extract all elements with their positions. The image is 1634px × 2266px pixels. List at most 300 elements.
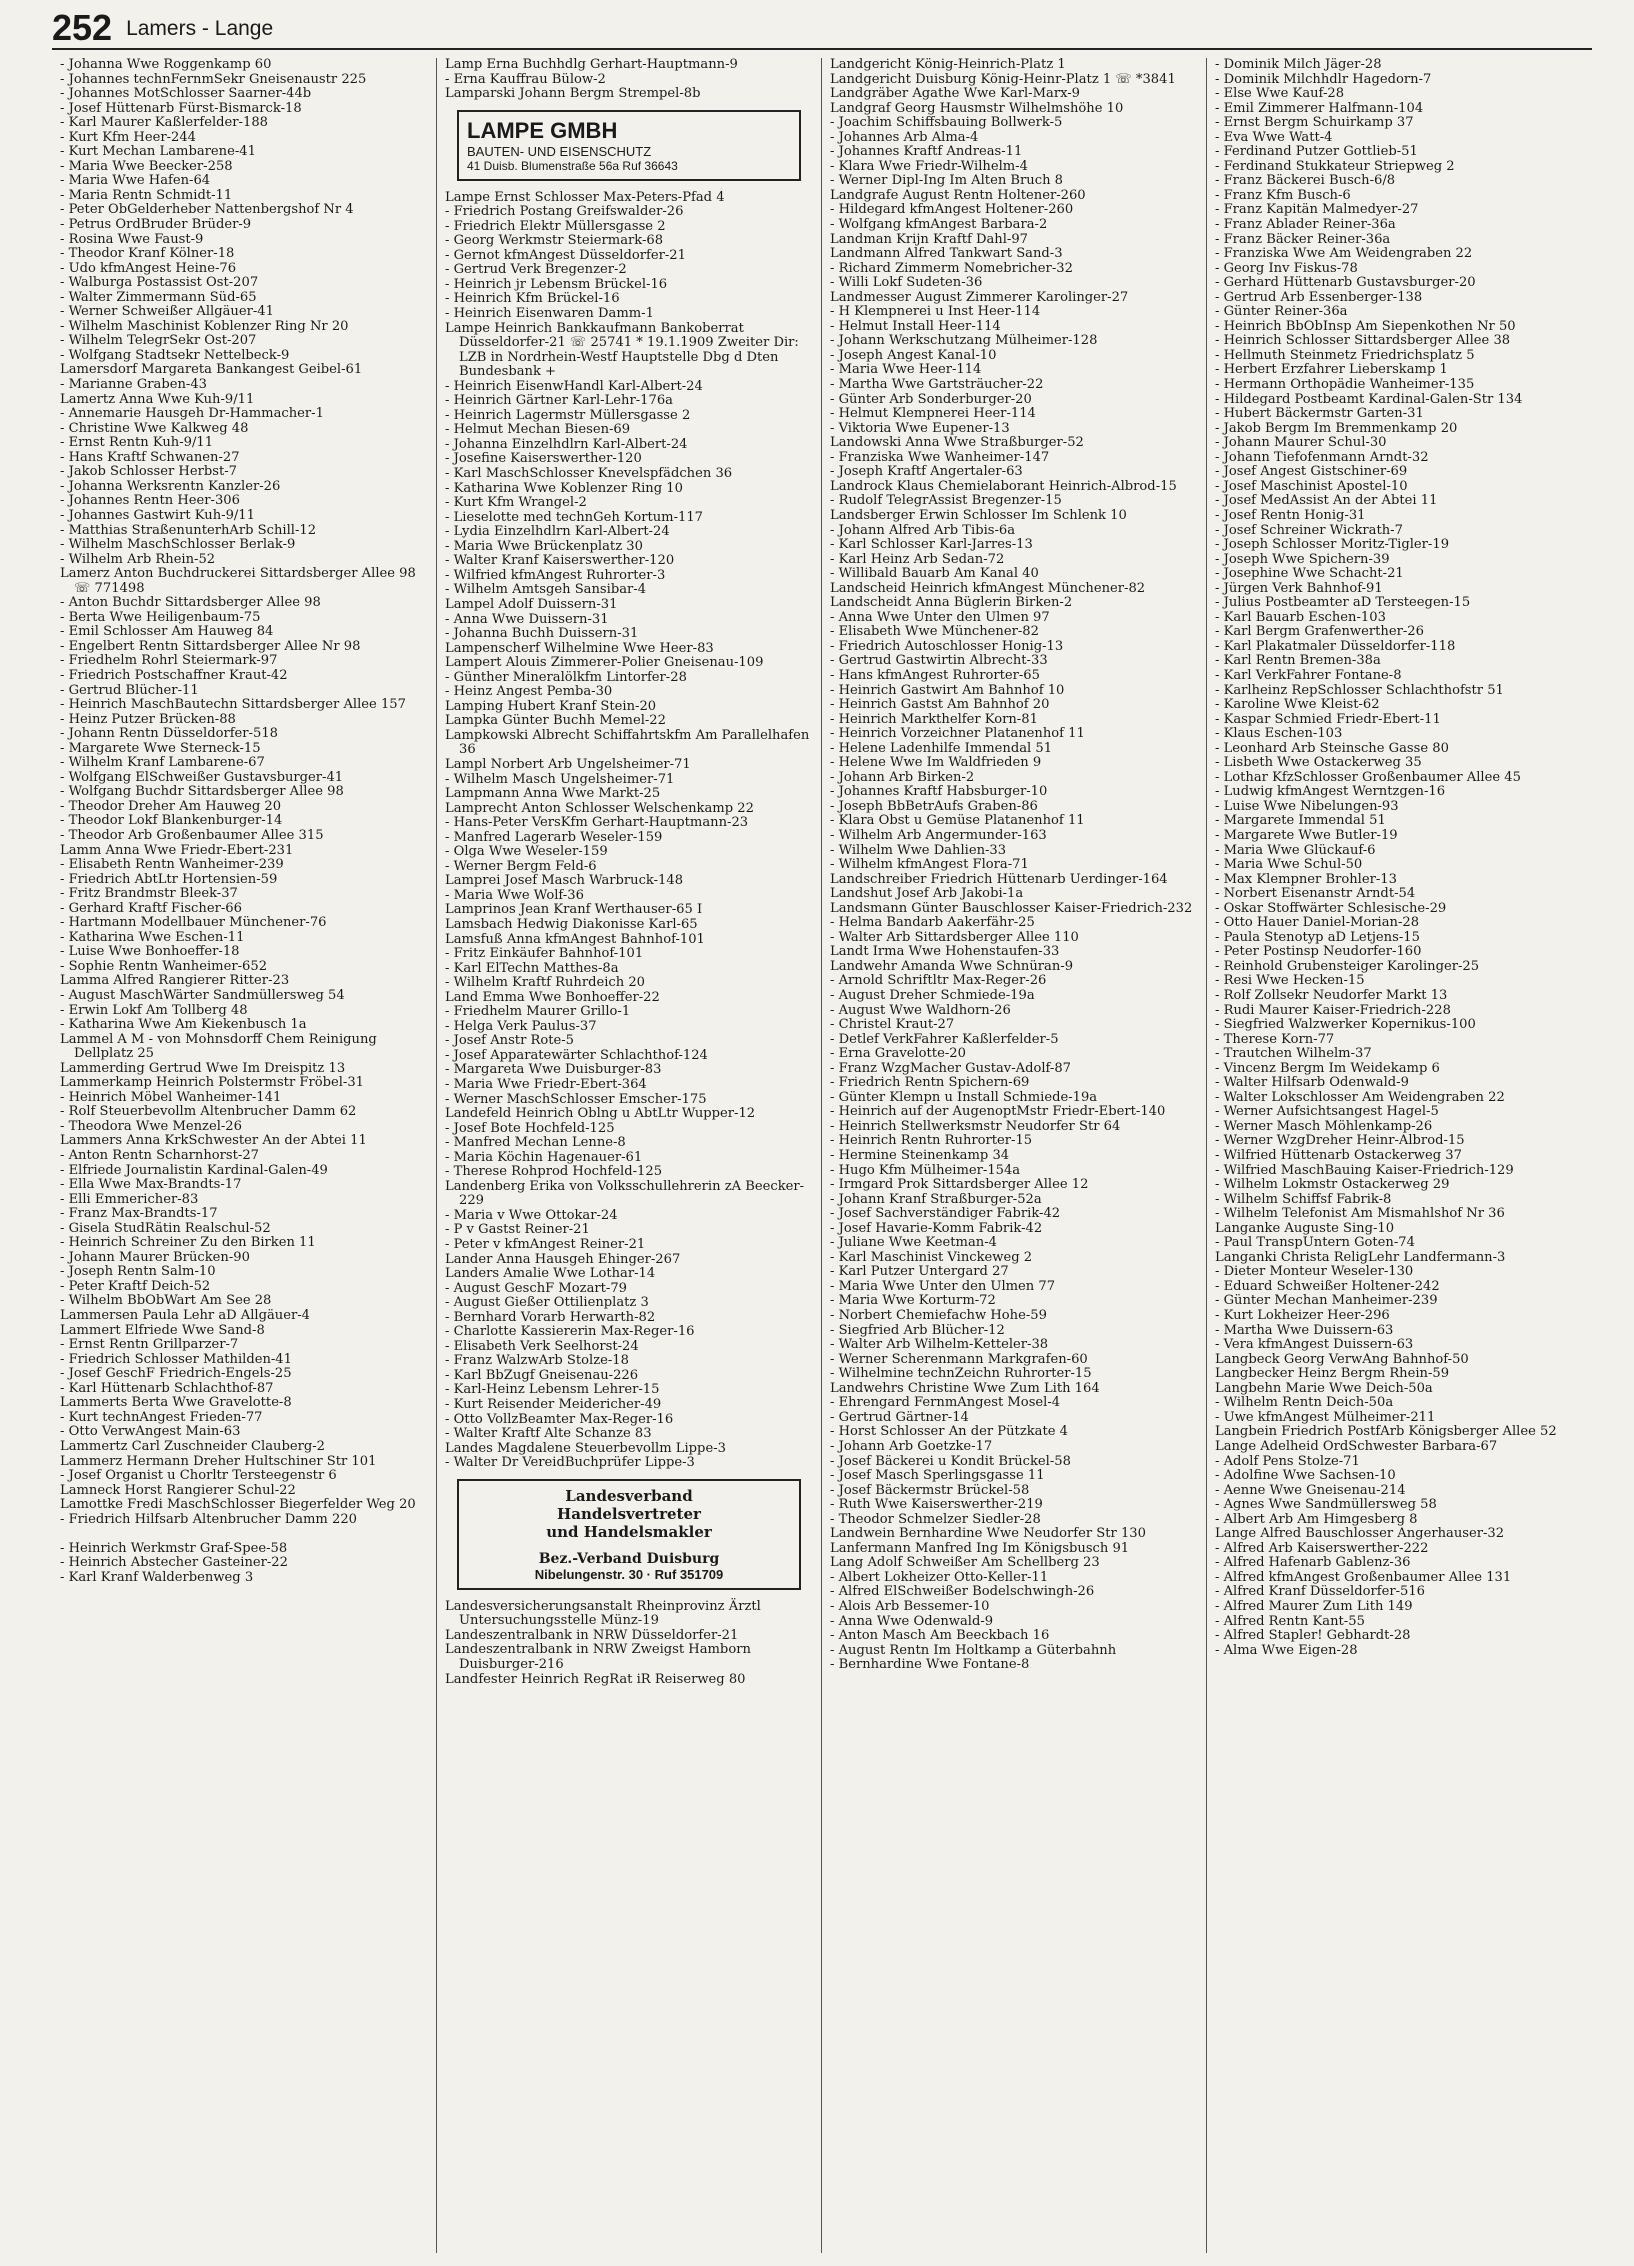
directory-entry: Lammerkamp Heinrich Polstermstr Fröbel-31 xyxy=(60,1075,364,1091)
directory-entry: Landman Krijn Kraftf Dahl-97 xyxy=(830,231,1028,247)
directory-entry: Landsberger Erwin Schlosser Im Schlenk 10 xyxy=(830,507,1127,523)
directory-entry: - Karl-Heinz Lebensm Lehrer-15 xyxy=(445,1382,660,1398)
directory-entry: - Heinrich Markthelfer Korn-81 xyxy=(830,711,1038,727)
directory-entry: - Werner MaschSchlosser Emscher-175 xyxy=(445,1091,707,1107)
directory-entry: - Katharina Wwe Koblenzer Ring 10 xyxy=(445,480,683,496)
directory-entry: - Max Klempner Brohler-13 xyxy=(1215,871,1397,887)
directory-entry: - Walter Arb Sittardsberger Allee 110 xyxy=(830,929,1079,945)
directory-entry: Langbecker Heinz Bergm Rhein-59 xyxy=(1215,1366,1450,1382)
directory-entry: - Anton Rentn Scharnhorst-27 xyxy=(60,1148,259,1164)
column-4 xyxy=(1207,58,1592,2253)
directory-entry: - Theodor Schmelzer Siedler-28 xyxy=(830,1511,1041,1527)
directory-entry: - Josef Angest Gistschiner-69 xyxy=(1215,464,1408,480)
directory-entry: - Maria Wwe Brückenplatz 30 xyxy=(445,538,643,554)
directory-entry: Landscheidt Anna Büglerin Birken-2 xyxy=(830,595,1073,611)
directory-entry: - Karl Maschinist Vinckeweg 2 xyxy=(830,1249,1033,1265)
directory-entry: - Helene Wwe Im Waldfrieden 9 xyxy=(830,755,1042,771)
directory-entry: Lamottke Fredi MaschSchlosser Biegerfelder Weg 20 xyxy=(60,1497,416,1513)
directory-entry: - Luise Wwe Bonhoeffer-18 xyxy=(60,944,240,960)
directory-entry: - Werner Dipl-Ing Im Alten Bruch 8 xyxy=(830,173,1063,189)
directory-entry: - Kurt Lokheizer Heer-296 xyxy=(1215,1308,1390,1324)
directory-entry: - Heinrich Gärtner Karl-Lehr-176a xyxy=(445,393,673,409)
directory-entry: Landwein Bernhardine Wwe Neudorfer Str 130 xyxy=(830,1526,1146,1542)
directory-entry: - Matthias StraßenunterhArb Schill-12 xyxy=(60,522,317,538)
directory-entry: - Josefine Kaiserswerther-120 xyxy=(445,451,642,467)
directory-entry: - Heinrich Vorzeichner Platanenhof 11 xyxy=(830,726,1085,742)
directory-entry: - Johann Tiefofenmann Arndt-32 xyxy=(1215,449,1429,465)
directory-entry: - Franz WzgMacher Gustav-Adolf-87 xyxy=(830,1060,1071,1076)
directory-entry: - Erwin Lokf Am Tollberg 48 xyxy=(60,1002,248,1018)
directory-entry: Lamersdorf Margareta Bankangest Geibel-61 xyxy=(60,362,363,378)
directory-entry: - Juliane Wwe Keetman-4 xyxy=(830,1235,997,1251)
directory-entry: Lange Adelheid OrdSchwester Barbara-67 xyxy=(1215,1438,1498,1454)
directory-entry: - Vincenz Bergm Im Weidekamp 6 xyxy=(1215,1060,1440,1076)
directory-entry: - Walter Zimmermann Süd-65 xyxy=(60,289,257,305)
directory-entry: - Reinhold Grubensteiger Karolinger-25 xyxy=(1215,958,1480,974)
directory-entry: - Alma Wwe Eigen-28 xyxy=(1215,1642,1358,1658)
directory-entry: - Karlheinz RepSchlosser Schlachthofstr 51 xyxy=(1215,682,1504,698)
directory-entry: - Wilfried Hüttenarb Ostackerweg 37 xyxy=(1215,1148,1462,1164)
directory-entry: - Heinrich Gastst Am Bahnhof 20 xyxy=(830,697,1050,713)
directory-entry: - Maria Wwe Korturm-72 xyxy=(830,1293,996,1309)
directory-entry: - Franz WalzwArb Stolze-18 xyxy=(445,1353,629,1369)
directory-entry: - Walburga Postassist Ost-207 xyxy=(60,275,259,291)
directory-entry: - Dieter Monteur Weseler-130 xyxy=(1215,1264,1414,1280)
directory-entry: - Helmut Klempnerei Heer-114 xyxy=(830,406,1036,422)
directory-entry: - Gertrud Gastwirtin Albrecht-33 xyxy=(830,653,1048,669)
directory-entry: - Josef Schreiner Wickrath-7 xyxy=(1215,522,1403,538)
directory-entry: - Günter Arb Sonderburger-20 xyxy=(830,391,1032,407)
directory-entry: - August Wwe Waldhorn-26 xyxy=(830,1002,1011,1018)
directory-entry: - Wilhelm Rentn Deich-50a xyxy=(1215,1395,1394,1411)
directory-entry: - Franziska Wwe Wanheimer-147 xyxy=(830,449,1050,465)
directory-entry: - Maria Wwe Friedr-Ebert-364 xyxy=(445,1077,647,1092)
directory-entry: - Johann Maurer Brücken-90 xyxy=(60,1249,250,1265)
directory-entry: - Heinrich Werkmstr Graf-Spee-58 xyxy=(60,1540,288,1556)
directory-entry: - August GeschF Mozart-79 xyxy=(445,1280,627,1296)
directory-entry: Land Emma Wwe Bonhoeffer-22 xyxy=(445,989,660,1005)
directory-entry: - Lisbeth Wwe Ostackerweg 35 xyxy=(1215,755,1422,771)
directory-entry: - Heinrich Schreiner Zu den Birken 11 xyxy=(60,1235,316,1251)
directory-entry: - Helma Bandarb Aakerfähr-25 xyxy=(830,915,1035,931)
directory-entry: - Johann Arb Goetzke-17 xyxy=(830,1438,993,1454)
directory-entry: - Maria Wwe Heer-114 xyxy=(830,362,982,378)
directory-entry: - Josef Havarie-Komm Fabrik-42 xyxy=(830,1220,1043,1236)
directory-entry: - Margarete Immendal 51 xyxy=(1215,813,1386,829)
directory-entry: - Heinz Angest Pemba-30 xyxy=(445,684,613,700)
column-1 xyxy=(52,58,437,2253)
directory-entry: - Otto VerwAngest Main-63 xyxy=(60,1424,241,1440)
advertisement-landesverband xyxy=(457,1479,801,1590)
directory-entry: Landgericht Duisburg König-Heinr-Platz 1 ☏ *3841 xyxy=(830,71,1176,87)
directory-entry: Landscheid Heinrich kfmAngest Münchener-82 xyxy=(830,580,1146,596)
directory-entry: - Johanna Werksrentn Kanzler-26 xyxy=(60,478,281,494)
directory-entry: - Albert Arb Am Himgesberg 8 xyxy=(1215,1511,1418,1527)
directory-entry: - Irmgard Prok Sittardsberger Allee 12 xyxy=(830,1177,1089,1193)
directory-entry: - Wilhelmine technZeichn Ruhrorter-15 xyxy=(830,1366,1092,1382)
directory-entry: - Wilhelm Masch Ungelsheimer-71 xyxy=(445,771,675,787)
directory-entry: Landgräber Agathe Wwe Karl-Marx-9 xyxy=(830,86,1080,102)
directory-entry: - Joseph Rentn Salm-10 xyxy=(60,1264,216,1280)
directory-entry: - Wilhelm Arb Rhein-52 xyxy=(60,551,216,567)
directory-entry: - Alfred Hafenarb Gablenz-36 xyxy=(1215,1555,1411,1571)
directory-entry: - Engelbert Rentn Sittardsberger Allee Nr 98 xyxy=(60,638,361,654)
directory-entry: - Fritz Einkäufer Bahnhof-101 xyxy=(445,946,644,962)
directory-entry: - Joseph Kraftf Angertaler-63 xyxy=(830,464,1023,480)
directory-entry: - Heinrich auf der AugenoptMstr Friedr-Ebert-140 xyxy=(830,1104,1166,1120)
directory-entry: - Friedrich Hilfsarb Altenbrucher Damm 220 xyxy=(60,1511,357,1527)
directory-entry: - Martha Wwe Duissern-63 xyxy=(1215,1322,1394,1338)
directory-entry: Lampe Ernst Schlosser Max-Peters-Pfad 4 xyxy=(445,189,725,205)
directory-entry: - Paula Stenotyp aD Letjens-15 xyxy=(1215,929,1420,945)
directory-entry: - Kurt technAngest Frieden-77 xyxy=(60,1409,263,1425)
directory-entry: - Ruth Wwe Kaiserswerther-219 xyxy=(830,1497,1043,1513)
directory-entry: - Hildegard kfmAngest Holtener-260 xyxy=(830,202,1074,218)
directory-entry: - Johann Werkschutzang Mülheimer-128 xyxy=(830,333,1098,349)
directory-entry: - Günther Mineralölkfm Lintorfer-28 xyxy=(445,669,687,685)
directory-entry: - Franziska Wwe Am Weidengraben 22 xyxy=(1215,246,1473,262)
directory-entry: Lamsfuß Anna kfmAngest Bahnhof-101 xyxy=(445,931,705,947)
ad-line: Nibelungenstr. 30 · Ruf 351709 xyxy=(534,1566,724,1582)
directory-entry: - Maria Wwe Unter den Ulmen 77 xyxy=(830,1278,1056,1294)
page-header xyxy=(52,6,1592,50)
directory-entry: Lange Alfred Bauschlosser Angerhauser-32 xyxy=(1215,1526,1505,1542)
directory-entry: Lampenscherf Wilhelmine Wwe Heer-83 xyxy=(445,640,714,656)
directory-entry: - Kurt Reisender Meidericher-49 xyxy=(445,1397,662,1413)
directory-entry: - Wolfgang Stadtsekr Nettelbeck-9 xyxy=(60,347,290,363)
directory-entry: - Lieselotte med technGeh Kortum-117 xyxy=(445,509,704,525)
directory-entry: Landwehr Amanda Wwe Schnüran-9 xyxy=(830,958,1074,974)
directory-entry: - Josef Maschinist Apostel-10 xyxy=(1215,478,1408,494)
directory-entry: - Adolfine Wwe Sachsen-10 xyxy=(1215,1468,1396,1484)
directory-entry: - Leonhard Arb Steinsche Gasse 80 xyxy=(1215,740,1449,756)
directory-entry: - Werner Masch Möhlenkamp-26 xyxy=(1215,1118,1433,1134)
directory-entry: - Josef Apparatewärter Schlachthof-124 xyxy=(445,1047,708,1063)
directory-entry: Landrock Klaus Chemielaborant Heinrich-Albrod-15 xyxy=(830,478,1177,494)
directory-entry: - Rudi Maurer Kaiser-Friedrich-228 xyxy=(1215,1002,1451,1018)
directory-entry: - Lydia Einzelhdlrn Karl-Albert-24 xyxy=(445,524,670,540)
directory-entry: - Josef Bäckerei u Kondit Brückel-58 xyxy=(830,1453,1071,1469)
directory-entry: - Ludwig kfmAngest Werntzgen-16 xyxy=(1215,784,1446,800)
directory-entry: - August MaschWärter Sandmüllersweg 54 xyxy=(60,988,345,1003)
directory-entry: - Ferdinand Putzer Gottlieb-51 xyxy=(1215,144,1418,160)
directory-entry: - Wolfgang ElSchweißer Gustavsburger-41 xyxy=(60,769,344,785)
directory-entry: - Johannes Arb Alma-4 xyxy=(830,129,979,145)
directory-entry: - Wilhelm Kraftf Ruhrdeich 20 xyxy=(445,975,645,991)
directory-entry: - Petrus OrdBruder Brüder-9 xyxy=(60,217,252,233)
directory-entry: - Werner Scherenmann Markgrafen-60 xyxy=(830,1351,1088,1367)
directory-entry: - Klara Wwe Friedr-Wilhelm-4 xyxy=(830,158,1028,174)
directory-entry: Landesversicherungsanstalt Rheinprovinz Ärztl Untersuchungsstelle Münz-19 xyxy=(445,1598,765,1629)
directory-entry: - Friedhelm Rohrl Steiermark-97 xyxy=(60,653,278,669)
directory-entry: - Franz Kapitän Malmedyer-27 xyxy=(1215,202,1419,218)
directory-entry: - Johannes technFernmSekr Gneisenaustr 225 xyxy=(60,71,367,87)
directory-entry: - Johannes Kraftf Andreas-11 xyxy=(830,144,1023,160)
directory-entry: - Walter Lokschlosser Am Weidengraben 22 xyxy=(1215,1089,1505,1105)
directory-entry: - Ferdinand Stukkateur Striepweg 2 xyxy=(1215,158,1455,174)
ad-subtitle: BAUTEN- UND EISENSCHUTZ xyxy=(467,143,652,159)
directory-entry: - Klaus Eschen-103 xyxy=(1215,726,1343,742)
directory-entry: Landeszentralbank in NRW Zweigst Hamborn Duisburger-216 xyxy=(445,1642,756,1672)
directory-entry: - Karl ElTechn Matthes-8a xyxy=(445,960,619,976)
directory-entry: - Heinrich Abstecher Gasteiner-22 xyxy=(60,1555,288,1571)
directory-entry: - Theodor Kranf Kölner-18 xyxy=(60,246,235,262)
directory-entry: - Maria Wwe Hafen-64 xyxy=(60,173,211,189)
directory-entry: - Wolfgang Buchdr Sittardsberger Allee 98 xyxy=(60,784,344,800)
directory-entry: Lamertz Anna Wwe Kuh-9/11 xyxy=(60,391,255,407)
ad-address: 41 Duisb. Blumenstraße 56a Ruf 36643 xyxy=(467,158,678,173)
directory-entry: - Heinrich Stellwerksmstr Neudorfer Str 64 xyxy=(830,1118,1121,1134)
directory-entry: Lampmann Anna Wwe Markt-25 xyxy=(445,786,661,802)
directory-entry: - Kurt Mechan Lambarene-41 xyxy=(60,144,256,160)
directory-entry: - Erna Kauffrau Bülow-2 xyxy=(445,71,606,87)
directory-entry: - Karl Bergm Grafenwerther-26 xyxy=(1215,624,1424,640)
directory-entry: - Josef Rentn Honig-31 xyxy=(1215,507,1366,523)
directory-entry xyxy=(60,1527,428,1542)
directory-entry: Landgrafe August Rentn Holtener-260 xyxy=(830,187,1086,203)
directory-entry: - Albert Lokheizer Otto-Keller-11 xyxy=(830,1569,1049,1585)
directory-entry: Lamping Hubert Kranf Stein-20 xyxy=(445,698,657,714)
directory-entry: Lammerts Berta Wwe Gravelotte-8 xyxy=(60,1395,292,1411)
directory-entry: Lammerz Hermann Dreher Hultschiner Str 101 xyxy=(60,1453,377,1469)
directory-entry: Landowski Anna Wwe Straßburger-52 xyxy=(830,435,1084,451)
directory-entry: - Walter Kranf Kaiserswerther-120 xyxy=(445,553,675,569)
directory-entry: - Heinrich Rentn Ruhrorter-15 xyxy=(830,1133,1033,1149)
directory-entry: - Marianne Graben-43 xyxy=(60,377,208,393)
directory-entry: - Gerhard Hüttenarb Gustavsburger-20 xyxy=(1215,275,1476,291)
directory-entry: - Josephine Wwe Schacht-21 xyxy=(1215,566,1404,582)
directory-entry: - Werner Bergm Feld-6 xyxy=(445,858,597,874)
directory-entry: - Eva Wwe Watt-4 xyxy=(1215,129,1333,145)
directory-entry: - Kurt Kfm Heer-244 xyxy=(60,129,196,145)
directory-entry: - Karl Hüttenarb Schlachthof-87 xyxy=(60,1380,274,1396)
directory-entry: Lamprinos Jean Kranf Werthauser-65 I xyxy=(445,902,703,918)
column-2 xyxy=(437,58,822,2253)
directory-entry: - Siegfried Walzwerker Kopernikus-100 xyxy=(1215,1017,1476,1033)
directory-entry: - Johann Alfred Arb Tibis-6a xyxy=(830,522,1016,538)
directory-entry: - Werner WzgDreher Heinr-Albrod-15 xyxy=(1215,1133,1465,1149)
directory-entry: - Hans kfmAngest Ruhrorter-65 xyxy=(830,667,1040,683)
directory-entry: - Christel Kraut-27 xyxy=(830,1017,955,1033)
directory-entry: - Theodor Lokf Blankenburger-14 xyxy=(60,813,283,829)
directory-entry: Landwehrs Christine Wwe Zum Lith 164 xyxy=(830,1380,1100,1396)
ad-title: LAMPE GMBH xyxy=(467,117,618,143)
directory-entry: - Agnes Wwe Sandmüllersweg 58 xyxy=(1215,1497,1437,1513)
directory-entry: Langanke Auguste Sing-10 xyxy=(1215,1220,1395,1236)
directory-entry: - Karl Maurer Kaßlerfelder-188 xyxy=(60,115,268,131)
directory-entry: Landmann Alfred Tankwart Sand-3 xyxy=(830,246,1063,262)
directory-entry: - Maria v Wwe Ottokar-24 xyxy=(445,1207,618,1223)
directory-entry: Langanki Christa ReligLehr Landfermann-3 xyxy=(1215,1249,1506,1265)
directory-entry: Landefeld Heinrich Oblng u AbtLtr Wupper-12 xyxy=(445,1106,756,1122)
directory-entry: - Luise Wwe Nibelungen-93 xyxy=(1215,798,1399,814)
directory-entry: Landeszentralbank in NRW Düsseldorfer-21 xyxy=(445,1627,739,1643)
directory-entry: Landes Magdalene Steuerbevollm Lippe-3 xyxy=(445,1440,726,1456)
directory-entry: Lamprei Josef Masch Warbruck-148 xyxy=(445,873,684,889)
directory-entry: - Else Wwe Kauf-28 xyxy=(1215,86,1345,102)
directory-entry: - Elisabeth Wwe Münchener-82 xyxy=(830,624,1039,640)
directory-entry: - Johannes Kraftf Habsburger-10 xyxy=(830,784,1048,800)
directory-entry: - Johanna Wwe Roggenkamp 60 xyxy=(60,58,272,72)
directory-entry: - Ernst Rentn Grillparzer-7 xyxy=(60,1337,239,1353)
directory-entry: - Christine Wwe Kalkweg 48 xyxy=(60,420,249,436)
directory-entry: - Siegfried Arb Blücher-12 xyxy=(830,1322,1005,1338)
directory-entry: - Heinrich Möbel Wanheimer-141 xyxy=(60,1089,282,1105)
directory-entry: - Olga Wwe Weseler-159 xyxy=(445,844,608,860)
directory-entry: - Hartmann Modellbauer Münchener-76 xyxy=(60,915,327,931)
directory-entry: - Wilhelm Telefonist Am Mismahlshof Nr 36 xyxy=(1215,1206,1505,1222)
directory-entry: - Josef Sachverständiger Fabrik-42 xyxy=(830,1206,1061,1222)
directory-entry: - Ernst Rentn Kuh-9/11 xyxy=(60,435,214,451)
directory-entry: - Gernot kfmAngest Düsseldorfer-21 xyxy=(445,247,686,263)
directory-entry: - Lothar KfzSchlosser Großenbaumer Allee 45 xyxy=(1215,769,1521,785)
directory-entry: - Viktoria Wwe Eupener-13 xyxy=(830,420,1010,436)
directory-entry: - August Rentn Im Holtkamp a Güterbahnh xyxy=(830,1642,1117,1658)
directory-entry: - Theodor Dreher Am Hauweg 20 xyxy=(60,798,282,814)
directory-entry: Lammerding Gertrud Wwe Im Dreispitz 13 xyxy=(60,1060,346,1076)
directory-entry: - Emil Zimmerer Halfmann-104 xyxy=(1215,100,1424,116)
directory-entry: - Margareta Wwe Duisburger-83 xyxy=(445,1062,662,1078)
column-3 xyxy=(822,58,1207,2253)
directory-entry: Landschreiber Friedrich Hüttenarb Uerdinger-164 xyxy=(830,871,1168,887)
directory-entry: - Maria Wwe Beecker-258 xyxy=(60,158,233,174)
directory-entry: - Hildegard Postbeamt Kardinal-Galen-Str 134 xyxy=(1215,391,1523,407)
directory-entry: - Therese Korn-77 xyxy=(1215,1031,1335,1047)
directory-entry: - Helmut Install Heer-114 xyxy=(830,318,1001,334)
directory-entry: - Karl VerkFahrer Fontane-8 xyxy=(1215,667,1402,683)
directory-entry: - Johannes Rentn Heer-306 xyxy=(60,493,240,509)
directory-entry: - Wilhelm kfmAngest Flora-71 xyxy=(830,857,1029,873)
directory-entry: - Hermine Steinenkamp 34 xyxy=(830,1148,1010,1164)
directory-entry: Lander Anna Hausgeh Ehinger-267 xyxy=(445,1251,681,1267)
directory-entry: - Herbert Erzfahrer Lieberskamp 1 xyxy=(1215,362,1448,378)
directory-entry: - Anna Wwe Duissern-31 xyxy=(445,611,609,627)
directory-entry: Lammel A M - von Mohnsdorff Chem Reinigung Dellplatz 25 xyxy=(60,1031,381,1062)
directory-entry: - Anton Masch Am Beeckbach 16 xyxy=(830,1628,1050,1644)
directory-entry: - Elisabeth Rentn Wanheimer-239 xyxy=(60,857,284,873)
directory-entry: - Heinrich MaschBautechn Sittardsberger Allee 157 xyxy=(60,697,406,713)
directory-entry: - Johanna Buchh Duissern-31 xyxy=(445,626,639,642)
directory-entry: - Wilhelm BbObWart Am See 28 xyxy=(60,1293,272,1309)
directory-entry: - Ehrengard FernmAngest Mosel-4 xyxy=(830,1395,1061,1411)
directory-entry: - Joseph Schlosser Moritz-Tigler-19 xyxy=(1215,537,1450,553)
directory-entry: - Arnold Schriftltr Max-Reger-26 xyxy=(830,973,1047,989)
directory-entry: - Paul TranspUntern Goten-74 xyxy=(1215,1235,1415,1251)
ad-line: Bez.-Verband Duisburg xyxy=(538,1550,720,1567)
directory-entry: - Karl Plakatmaler Düsseldorfer-118 xyxy=(1215,638,1456,654)
directory-entry: - Günter Mechan Manheimer-239 xyxy=(1215,1293,1438,1309)
directory-entry: - Gerhard Kraftf Fischer-66 xyxy=(60,900,242,916)
directory-entry: - Friedrich Autoschlosser Honig-13 xyxy=(830,638,1064,654)
directory-entry: Langbein Friedrich PostfArb Königsberger Allee 52 xyxy=(1215,1424,1557,1440)
directory-entry: - Elfriede Journalistin Kardinal-Galen-49 xyxy=(60,1162,328,1178)
directory-entry: - Helmut Mechan Biesen-69 xyxy=(445,422,631,438)
directory-entry: - Anna Wwe Unter den Ulmen 97 xyxy=(830,609,1050,625)
directory-entry: - Josef Bote Hochfeld-125 xyxy=(445,1120,615,1136)
directory-entry: - Georg Inv Fiskus-78 xyxy=(1215,260,1358,276)
directory-entry: - Alfred Kranf Düsseldorfer-516 xyxy=(1215,1584,1426,1600)
page-number: 252 xyxy=(52,7,113,48)
directory-entry: - Karoline Wwe Kleist-62 xyxy=(1215,697,1380,713)
directory-entry: - Gertrud Verk Bregenzer-2 xyxy=(445,262,627,278)
directory-entry: - P v Gastst Reiner-21 xyxy=(445,1222,590,1238)
directory-entry: - Jakob Bergm Im Bremmenkamp 20 xyxy=(1215,420,1458,436)
directory-entry: - Emil Schlosser Am Hauweg 84 xyxy=(60,624,274,640)
directory-entry: - Sophie Rentn Wanheimer-652 xyxy=(60,958,268,974)
directory-entry: - Franz Bäckerei Busch-6/8 xyxy=(1215,173,1396,189)
directory-entry: - Karl MaschSchlosser Knevelspfädchen 36 xyxy=(445,466,733,482)
directory-entry: - Theodor Arb Großenbaumer Allee 315 xyxy=(60,827,324,843)
directory-entry: - Ella Wwe Max-Brandts-17 xyxy=(60,1177,242,1193)
directory-entry: - Günter Reiner-36a xyxy=(1215,304,1348,320)
directory-entry: - Heinrich jr Lebensm Brückel-16 xyxy=(445,276,668,292)
directory-entry: - Maria Wwe Glückauf-6 xyxy=(1215,842,1376,858)
directory-entry: - Willibald Bauarb Am Kanal 40 xyxy=(830,566,1039,582)
directory-entry: - Heinrich Lagermstr Müllersgasse 2 xyxy=(445,407,691,423)
directory-entry: - Joseph Angest Kanal-10 xyxy=(830,347,997,363)
directory-entry: Landenberg Erika von Volksschullehrerin zA Beecker-229 xyxy=(445,1178,805,1209)
directory-entry: Landsmann Günter Bauschlosser Kaiser-Friedrich-232 xyxy=(830,900,1193,916)
directory-entry: - Dominik Milch Jäger-28 xyxy=(1215,58,1382,72)
directory-entry: - Heinrich Eisenwaren Damm-1 xyxy=(445,306,654,322)
directory-entry: - Walter Dr VereidBuchprüfer Lippe-3 xyxy=(445,1455,695,1471)
directory-entry: - Hans-Peter VersKfm Gerhart-Hauptmann-23 xyxy=(445,815,749,831)
directory-entry: Lamprecht Anton Schlosser Welschenkamp 22 xyxy=(445,800,754,816)
directory-entry: Lamneck Horst Rangierer Schul-22 xyxy=(60,1482,296,1498)
directory-entry: - August Dreher Schmiede-19a xyxy=(830,988,1035,1003)
directory-entry: - Klara Obst u Gemüse Platanenhof 11 xyxy=(830,813,1085,829)
directory-entry: - Wilhelm Lokmstr Ostackerweg 29 xyxy=(1215,1177,1450,1193)
directory-entry: - Annemarie Hausgeh Dr-Hammacher-1 xyxy=(60,406,324,422)
directory-entry: - Resi Wwe Hecken-15 xyxy=(1215,973,1365,989)
directory-entry: - Werner Schweißer Allgäuer-41 xyxy=(60,304,274,320)
directory-entry: - Karl Putzer Untergard 27 xyxy=(830,1264,1009,1280)
directory-entry: - Eduard Schweißer Holtener-242 xyxy=(1215,1278,1440,1294)
directory-entry: - Detlef VerkFahrer Kaßlerfelder-5 xyxy=(830,1031,1059,1047)
directory-entry: - Vera kfmAngest Duissern-63 xyxy=(1215,1337,1414,1353)
directory-entry: - Martha Wwe Gartsträucher-22 xyxy=(830,377,1044,393)
directory-entry: - Heinrich BbObInsp Am Siepenkothen Nr 50 xyxy=(1215,318,1516,334)
ad-line: Landesverband xyxy=(565,1486,693,1505)
directory-entry: - Hellmuth Steinmetz Friedrichsplatz 5 xyxy=(1215,347,1475,363)
directory-entry: - Wilhelm Schiffsf Fabrik-8 xyxy=(1215,1191,1392,1207)
directory-entry: - Anna Wwe Odenwald-9 xyxy=(830,1613,994,1629)
directory-entry: - Trautchen Wilhelm-37 xyxy=(1215,1046,1372,1062)
directory-entry: - Ernst Bergm Schuirkamp 37 xyxy=(1215,115,1414,131)
directory-entry: - Helene Ladenhilfe Immendal 51 xyxy=(830,740,1053,756)
directory-entry: - Johann Kranf Straßburger-52a xyxy=(830,1191,1042,1207)
directory-entry: - Maria Rentn Schmidt-11 xyxy=(60,187,233,203)
directory-columns xyxy=(52,58,1592,2253)
directory-entry: - Friedrich Rentn Spichern-69 xyxy=(830,1075,1030,1091)
directory-entry: - Anton Buchdr Sittardsberger Allee 98 xyxy=(60,595,321,611)
directory-entry: - Gertrud Gärtner-14 xyxy=(830,1409,969,1425)
directory-entry: - Dominik Milchhdlr Hagedorn-7 xyxy=(1215,71,1432,87)
directory-entry: - Norbert Eisenanstr Arndt-54 xyxy=(1215,886,1416,902)
directory-entry: Lamm Anna Wwe Friedr-Ebert-231 xyxy=(60,842,294,858)
directory-entry: - Horst Schlosser An der Pützkate 4 xyxy=(830,1424,1068,1440)
directory-entry: - Karl Kranf Walderbenweg 3 xyxy=(60,1569,254,1585)
directory-entry: - Wilfried kfmAngest Ruhrorter-3 xyxy=(445,567,666,583)
directory-entry: - Gertrud Blücher-11 xyxy=(60,682,199,698)
directory-entry: - Theodora Wwe Menzel-26 xyxy=(60,1118,242,1134)
directory-entry: Lammers Anna KrkSchwester An der Abtei 11 xyxy=(60,1133,367,1149)
directory-entry: Lamerz Anton Buchdruckerei Sittardsberger Allee 98 ☏ 771498 xyxy=(60,566,420,596)
directory-entry: - Rosina Wwe Faust-9 xyxy=(60,231,204,247)
directory-entry: - Erna Gravelotte-20 xyxy=(830,1046,966,1062)
directory-entry: - Alfred kfmAngest Großenbaumer Allee 131 xyxy=(1215,1569,1512,1585)
directory-entry: - Heinz Putzer Brücken-88 xyxy=(60,711,236,727)
